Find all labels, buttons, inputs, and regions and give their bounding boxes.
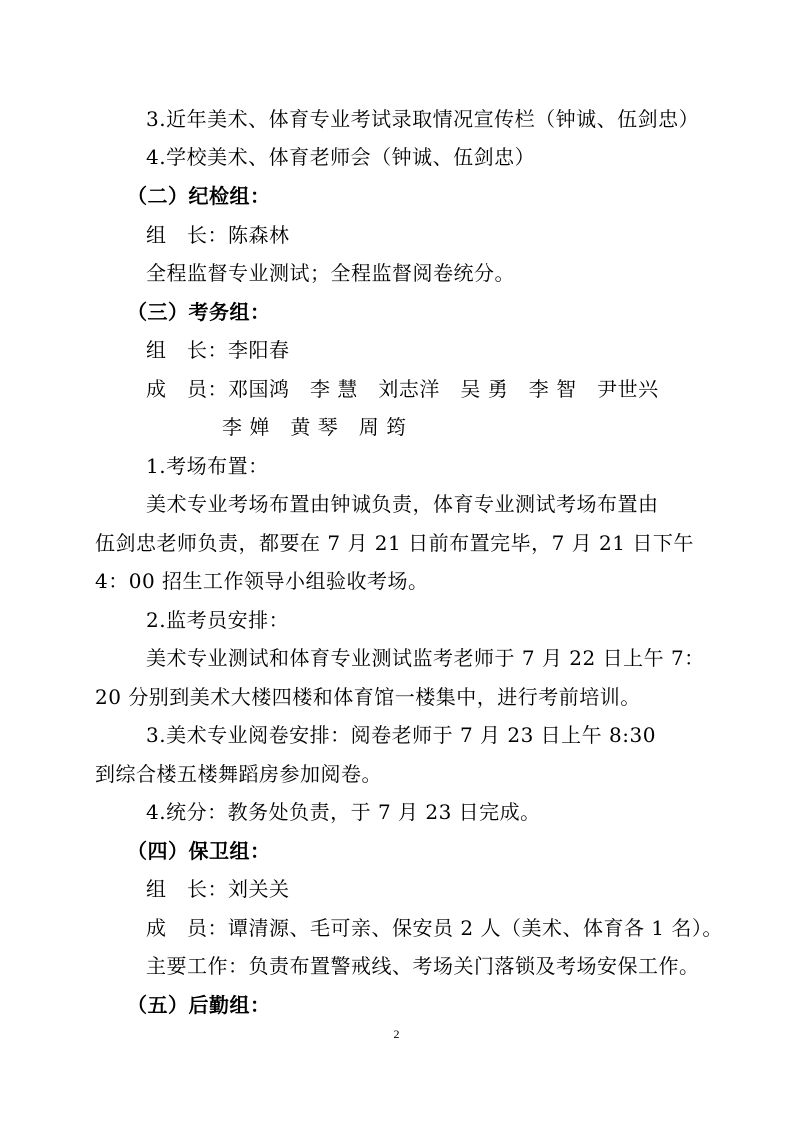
- task-2-line-1: 美术专业测试和体育专业测试监考老师于 7 月 22 日上午 7：: [146, 646, 705, 670]
- task-1-line-2: 伍剑忠老师负责，都要在 7 月 21 日前布置完毕，7 月 21 日下午: [95, 531, 694, 555]
- task-2-line-2: 20 分别到美术大楼四楼和体育馆一楼集中，进行考前培训。: [95, 685, 641, 709]
- item-3: 3.近年美术、体育专业考试录取情况宣传栏（钟诚、伍剑忠）: [146, 107, 700, 131]
- section-3-members-line-1: 成 员：邓国鸿 李 慧 刘志洋 吴 勇 李 智 尹世兴: [146, 377, 659, 401]
- section-4-duty: 主要工作：负责布置警戒线、考场关门落锁及考场安保工作。: [146, 954, 700, 978]
- section-3-members-line-2: 李 婵 黄 琴 周 筠: [222, 415, 407, 439]
- item-4: 4.学校美术、体育老师会（钟诚、伍剑忠）: [146, 145, 536, 169]
- task-2-title: 2.监考员安排：: [146, 608, 290, 632]
- section-2-leader: 组 长：陈森林: [146, 223, 290, 247]
- task-3-line-2: 到综合楼五楼舞蹈房参加阅卷。: [95, 762, 382, 786]
- task-3-line-1: 3.美术专业阅卷安排：阅卷老师于 7 月 23 日上午 8:30: [146, 723, 656, 747]
- task-4: 4.统分：教务处负责，于 7 月 23 日完成。: [146, 800, 541, 824]
- task-1-title: 1.考场布置：: [146, 454, 269, 478]
- task-1-line-3: 4：00 招生工作领导小组验收考场。: [95, 569, 429, 593]
- section-2-heading: （二）纪检组：: [127, 184, 271, 208]
- section-3-leader: 组 长：李阳春: [146, 338, 290, 362]
- task-1-line-1: 美术专业考场布置由钟诚负责，体育专业测试考场布置由: [146, 492, 659, 516]
- section-4-heading: （四）保卫组：: [127, 839, 271, 863]
- section-2-duty: 全程监督专业测试；全程监督阅卷统分。: [146, 261, 515, 285]
- section-4-members: 成 员：谭清源、毛可亲、保安员 2 人（美术、体育各 1 名）。: [146, 916, 723, 940]
- section-4-leader: 组 长：刘关关: [146, 877, 290, 901]
- page-number: 2: [393, 1027, 400, 1041]
- section-5-heading: （五）后勤组：: [127, 993, 271, 1017]
- section-3-heading: （三）考务组：: [127, 300, 271, 324]
